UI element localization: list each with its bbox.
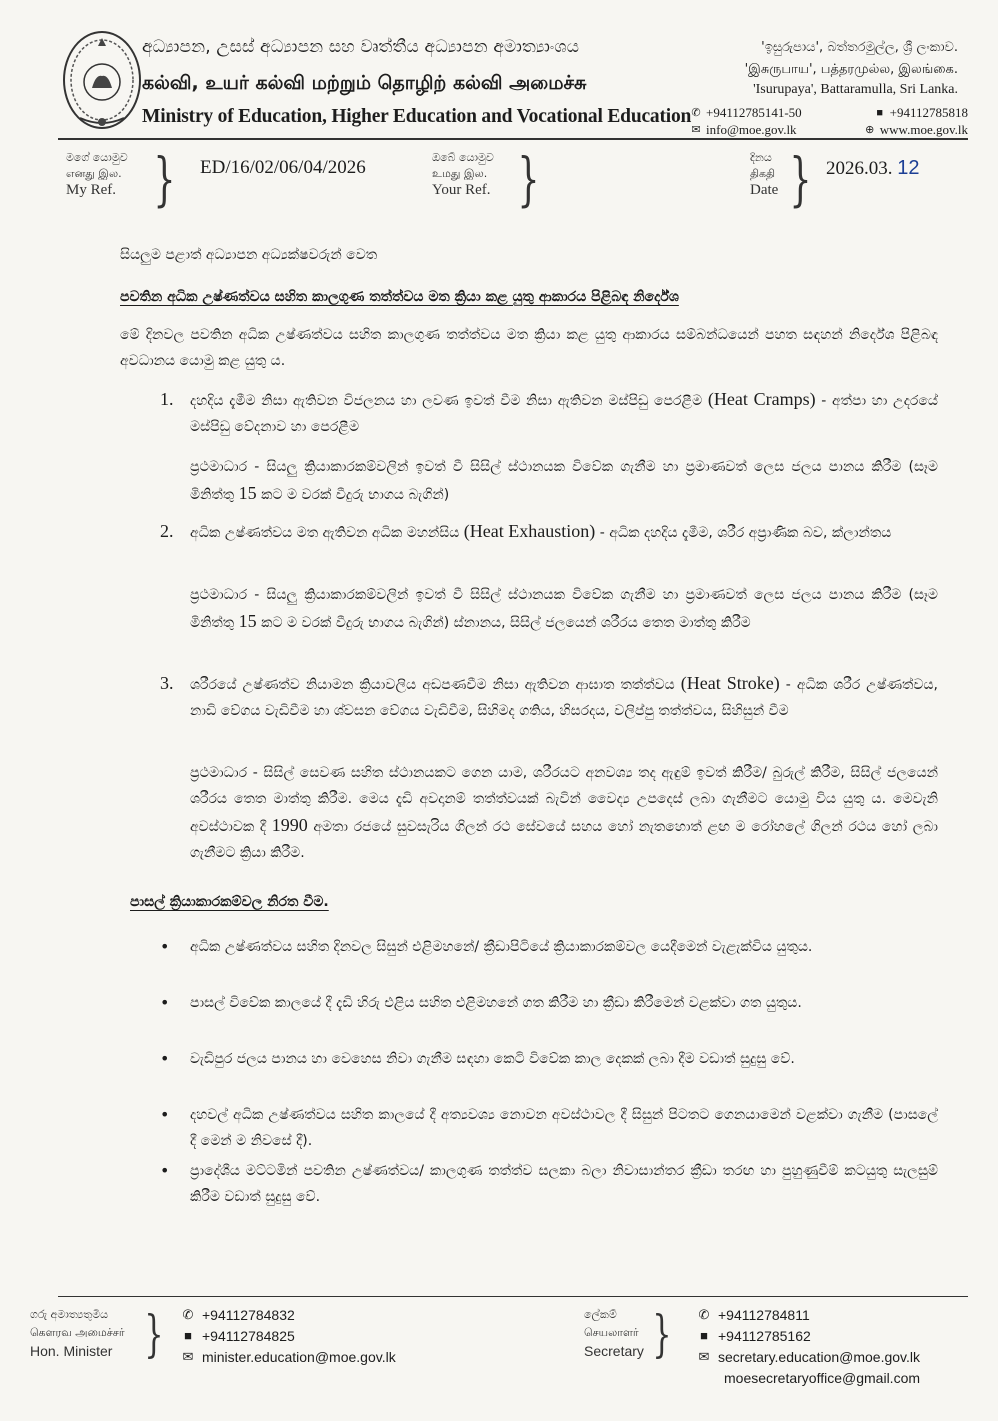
- address-english: 'Isurupaya', Battaramulla, Sri Lanka.: [753, 82, 958, 97]
- list-item: 3. ශරීරයේ උෂ්ණත්ව නියාමන ක්‍රියාවලිය අඩපණවීම නිසා ඇතිවන ආඝාත තත්ත්වය (Heat Stroke) - අධික ශරීර උෂ්ණත්වය, නාඩි වේගය වැඩිවීම හා ශ්වසන වේගය වැඩිවීම, සිහිමද ගතිය, හිසරදය, වලිප්පු තත්ත්වය, සිහිසුන් වීම: [160, 673, 939, 719]
- ministry-name-tamil: கல்வி, உயர் கல்வி மற்றும் தொழிற் கல்வி அமைச்சு: [142, 72, 587, 94]
- secretary-fax: +94112785162: [718, 1327, 811, 1344]
- bullet-icon: •: [160, 993, 170, 1012]
- address-tamil: 'இசுருபாய', பத்தரமுல்ல, இலங்கை.: [744, 62, 958, 77]
- first-aid-paragraph: ප්‍රථමාධාර - සියලු ක්‍රියාකාරකම්වලින් ඉවත් වී සිසිල් ස්ථානයක විවේක ගැනීම හා ප්‍රමාණවත් ලෙස ජලය පානය කිරීම (සෑම මිනිත්තු 15 කට ම වරක් වීදුරු භාගය බැගින්) ස්නානය, සිසිල් ජලයෙන් ශරීරය තෙත මාත්තු කිරීම: [190, 587, 938, 631]
- national-emblem-icon: [60, 28, 144, 132]
- fax-icon: ■: [700, 1328, 708, 1343]
- minister-label: ගරු අමාත්‍යතුමිය கௌரவ அமைச்சர் Hon. Minister: [30, 1308, 125, 1359]
- secretary-brace: }: [652, 1305, 672, 1363]
- my-ref-brace: }: [153, 145, 176, 213]
- subject-heading: පවතින අධික උෂ්ණත්වය සහිත කාලගුණ තත්ත්වය මත ක්‍රියා කළ යුතු ආකාරය පිළිබඳ නිර්දේශ: [120, 289, 679, 305]
- header-contacts: [690, 104, 968, 138]
- minister-phone: +94112784832: [202, 1306, 295, 1323]
- header-phone: +94112785141-50: [706, 104, 802, 120]
- bullet-icon: •: [160, 1049, 170, 1068]
- section-title: පාසල් ක්‍රියාකාරකම්වල නිරත වීම.: [130, 894, 329, 910]
- list-item: 1. දහදිය දැමීම නිසා ඇතිවන විජලනය හා ලවණ ඉවත් වීම නිසා ඇතිවන මස්පිඩු පෙරළීම (Heat Cramps) - අත්පා හා උදරයේ මස්පිඩු වේදනාව හා පෙරළීම: [160, 389, 938, 435]
- fax-icon: ■: [876, 106, 883, 119]
- email-icon: ✉: [691, 124, 701, 136]
- my-ref-label: මගේ යොමුව எனது இல. My Ref.: [66, 151, 128, 198]
- intro-paragraph: මේ දිනවල පවතින අධික උෂ්ණත්වය සහිත කාලගුණ තත්ත්වය මත ක්‍රියා කළ යුතු ආකාරය සම්බන්ධයෙන් පහත සඳහන් නිර්දේශ පිළිබඳ අවධානය යොමු කළ යුතු ය.: [120, 327, 938, 369]
- first-aid-paragraph: ප්‍රථමාධාර - සිසිල් සෙවණ සහිත ස්ථානයකට ගෙන යාම, ශරීරයට අනවශ්‍ය තද ඇඳුම් ඉවත් කිරීම/ බුරුල් කිරීම, සිසිල් ජලයෙන් ශරීරය තෙත මාත්තු කිරීම. මෙය දැඩි අවදානම් තත්ත්වයක් බැවින් වෛද්‍ය උපදෙස් ලබා ගැනීමට යොමු විය යුතු ය. මෙවැනි අවස්ථාවක දී 1990 අමතා රජයේ සුවසැරිය ගිලන් රථ සේවයේ සහය හෝ නැතහොත් ළඟ ම රෝහලේ ගිලන් රථය හෝ ලබා ගැනීමට ක්‍රියා කිරීම.: [190, 765, 939, 861]
- date-label: දිනය திகதி Date: [750, 151, 779, 198]
- secretary-phone: +94112784811: [718, 1306, 810, 1323]
- address-sinhala: 'ඉසුරුපාය', බත්තරමුල්ල, ශ්‍රී ලංකාව.: [761, 40, 958, 55]
- header-email[interactable]: info@moe.gov.lk: [706, 121, 797, 137]
- phone-icon: ✆: [698, 1306, 710, 1322]
- your-ref-brace: }: [517, 145, 540, 213]
- ministry-name-english: Ministry of Education, Higher Education and Vocational Education: [142, 106, 692, 127]
- bullet-icon: •: [160, 937, 170, 956]
- list-item: 2. අධික උෂ්ණත්වය මත ඇතිවන අධික මහන්සිය (Heat Exhaustion) - අධික දහදිය දැමීම, ශරීර අප්‍රාණික බව, ක්ලාන්තය: [160, 521, 892, 541]
- phone-icon: ✆: [182, 1306, 194, 1322]
- minister-brace: }: [144, 1305, 164, 1363]
- first-aid-paragraph: ප්‍රථමාධාර - සියලු ක්‍රියාකාරකම්වලින් ඉවත් වී සිසිල් ස්ථානයක විවේක ගැනීම හා ප්‍රමාණවත් ලෙස ජලය පානය කිරීම (සෑම මිනිත්තු 15 කට ම වරක් වීදුරු භාගය බැගින්): [190, 459, 938, 503]
- secretary-email-2[interactable]: moesecretaryoffice@gmail.com: [724, 1370, 921, 1386]
- email-icon: ✉: [182, 1348, 194, 1364]
- your-ref-label: ඔබේ යොමුව உமது இல. Your Ref.: [432, 151, 494, 198]
- header-website[interactable]: www.moe.gov.lk: [879, 121, 968, 137]
- list-item: • අධික උෂ්ණත්වය සහිත දිනවල සිසුන් එළිමහනේ/ ක්‍රීඩාපිටියේ ක්‍රියාකාරකම්වල යෙදීමෙන් වැළැක්විය යුතුය.: [160, 934, 938, 960]
- fax-icon: ■: [184, 1328, 192, 1343]
- addressee: සියලුම පළාත් අධ්‍යාපන අධ්‍යක්ෂවරුන් වෙත: [120, 247, 378, 263]
- secretary-contacts: [696, 1304, 920, 1367]
- minister-fax: +94112784825: [202, 1327, 295, 1344]
- list-item: • ප්‍රාදේශීය මට්ටමින් පවතින උෂ්ණත්වය/ කාලගුණ තත්ත්ව සලකා බලා නිවාසාන්තර ක්‍රීඩා තරඟ හා පුහුණුවීම් කටයුතු සැලසුම් කිරීම වඩාත් සුදුසු වේ.: [160, 1158, 938, 1210]
- minister-email[interactable]: minister.education@moe.gov.lk: [202, 1348, 396, 1365]
- list-item: • වැඩිපුර ජලය පානය හා වෙහෙස නිවා ගැනීම සඳහා කෙටි විවේක කාල දෙකක් ලබා දීම වඩාත් සුදුසු වේ.: [160, 1046, 938, 1072]
- date-value: 2026.03. 12: [826, 157, 920, 179]
- bullet-icon: •: [160, 1161, 170, 1180]
- list-item: • දහවල් අධික උෂ්ණත්වය සහිත කාලයේ දී අත්‍යවශ්‍ය නොවන අවස්ථාවල දී සිසුන් පිටතට ගෙනයාමෙන් වළක්වා ගැනීම (පාසලේ දී මෙන් ම නිවසේ දී).: [160, 1102, 938, 1154]
- bullet-icon: •: [160, 1105, 170, 1124]
- secretary-label: ලේකම් செயலாளர் Secretary: [584, 1308, 644, 1359]
- globe-icon: ⊕: [865, 124, 875, 136]
- header-divider: [58, 138, 968, 140]
- list-item: • පාසල් විවේක කාලයේ දී දැඩි හිරු එළිය සහිත එළිමහනේ ගත කිරීම හා ක්‍රීඩා කිරීමෙන් වළක්වා ගත යුතුය.: [160, 990, 938, 1016]
- date-handwritten: 12: [897, 157, 920, 179]
- header-fax: +94112785818: [889, 104, 968, 120]
- ministry-name-sinhala: අධ්‍යාපන, උසස් අධ්‍යාපන සහ වෘත්තීය අධ්‍යාපන අමාත්‍යාංශය: [142, 37, 580, 57]
- phone-icon: ✆: [691, 107, 701, 119]
- email-icon: ✉: [698, 1348, 710, 1364]
- date-brace: }: [789, 145, 812, 213]
- minister-contacts: [180, 1304, 396, 1367]
- my-ref-value: ED/16/02/06/04/2026: [200, 157, 366, 178]
- footer-divider: [58, 1296, 968, 1297]
- secretary-email[interactable]: secretary.education@moe.gov.lk: [718, 1348, 921, 1365]
